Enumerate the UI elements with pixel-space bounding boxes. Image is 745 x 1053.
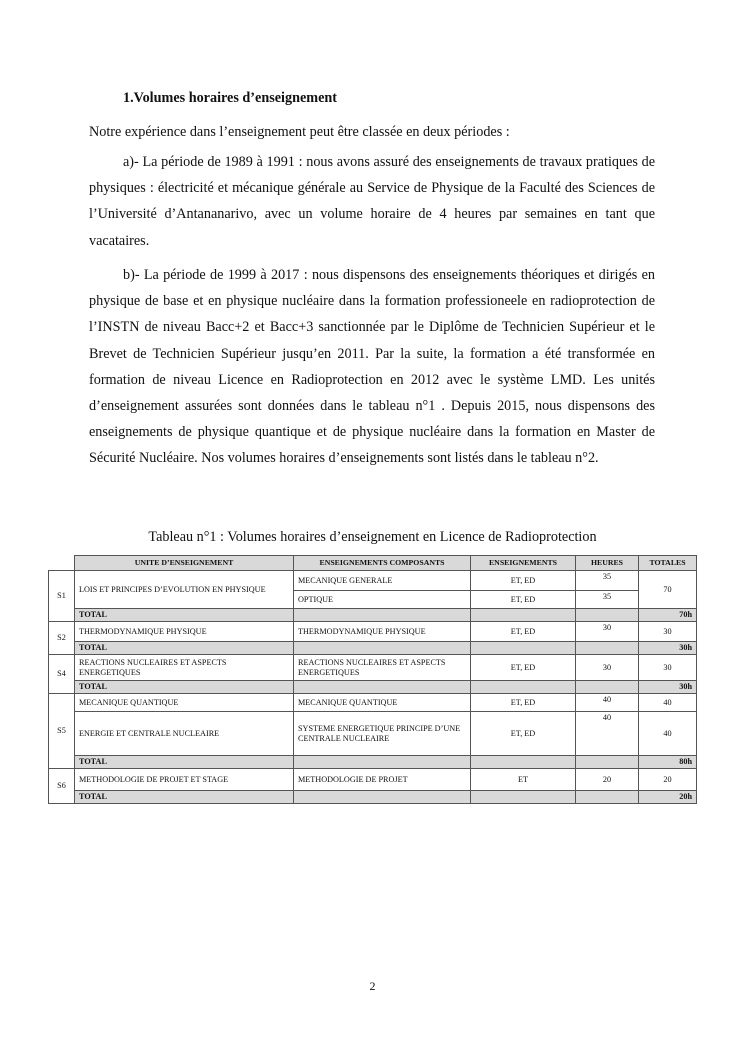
teaching-type-cell: ET, ED — [471, 694, 576, 712]
total-empty — [576, 791, 639, 804]
page-number: 2 — [369, 979, 376, 993]
hours-cell: 35 — [576, 571, 639, 591]
totales-cell: 20 — [639, 769, 697, 791]
total-label: TOTAL — [75, 642, 294, 655]
totales-cell: 70 — [639, 571, 697, 609]
total-row — [49, 791, 697, 804]
total-empty — [294, 791, 471, 804]
teaching-type-cell: ET, ED — [471, 712, 576, 756]
total-empty — [294, 756, 471, 769]
header-heures: HEURES — [576, 556, 639, 571]
component-cell: MECANIQUE GENERALE — [294, 571, 471, 591]
component-cell: MECANIQUE QUANTIQUE — [294, 694, 471, 712]
total-empty — [576, 681, 639, 694]
total-value: 80h — [639, 756, 697, 769]
component-cell: REACTIONS NUCLEAIRES ET ASPECTS ENERGETIQUES — [294, 655, 471, 681]
semester-cell: S1 — [49, 571, 75, 622]
ue-cell: MECANIQUE QUANTIQUE — [75, 694, 294, 712]
total-empty — [294, 609, 471, 622]
total-row — [49, 642, 697, 655]
totales-cell: 40 — [639, 712, 697, 756]
semester-cell: S2 — [49, 622, 75, 655]
total-label: TOTAL — [75, 681, 294, 694]
teaching-type-cell: ET, ED — [471, 571, 576, 591]
table-row — [49, 655, 697, 681]
total-value: 20h — [639, 791, 697, 804]
hours-cell: 40 — [576, 694, 639, 712]
header-totales: TOTALES — [639, 556, 697, 571]
total-empty — [471, 642, 576, 655]
total-empty — [576, 609, 639, 622]
total-value: 30h — [639, 642, 697, 655]
hours-cell: 20 — [576, 769, 639, 791]
total-row — [49, 609, 697, 622]
total-label: TOTAL — [75, 609, 294, 622]
total-row — [49, 681, 697, 694]
total-empty — [471, 756, 576, 769]
total-empty — [471, 681, 576, 694]
semester-cell: S6 — [49, 769, 75, 804]
total-row — [49, 756, 697, 769]
ue-cell: REACTIONS NUCLEAIRES ET ASPECTS ENERGETIQUES — [75, 655, 294, 681]
component-cell: OPTIQUE — [294, 591, 471, 609]
table-row — [49, 571, 697, 591]
table-row — [49, 712, 697, 756]
hours-table — [48, 555, 697, 804]
header-blank — [49, 556, 75, 571]
intro-paragraph: Notre expérience dans l’enseignement peut être classée en deux périodes : — [89, 124, 510, 140]
table-row — [49, 622, 697, 642]
hours-cell: 35 — [576, 591, 639, 609]
total-label: TOTAL — [75, 791, 294, 804]
table-row — [49, 694, 697, 712]
totales-cell: 40 — [639, 694, 697, 712]
paragraph-a: a)- La période de 1989 à 1991 : nous avons assuré des enseignements de travaux pratiques de physiques : électricité et mécanique générale au Service de Physique de la Faculté des Sciences de l’Université d’Antananarivo, avec un volume horaire de 4 heures par semaines en tant que vacataires. — [89, 154, 655, 249]
total-value: 30h — [639, 681, 697, 694]
header-composants: ENSEIGNEMENTS COMPOSANTS — [294, 556, 471, 571]
total-empty — [294, 681, 471, 694]
total-empty — [576, 642, 639, 655]
total-empty — [294, 642, 471, 655]
component-cell: METHODOLOGIE DE PROJET — [294, 769, 471, 791]
semester-cell: S4 — [49, 655, 75, 694]
component-cell: THERMODYNAMIQUE PHYSIQUE — [294, 622, 471, 642]
table-row — [49, 769, 697, 791]
hours-cell: 30 — [576, 655, 639, 681]
header-ue: UNITE D’ENSEIGNEMENT — [75, 556, 294, 571]
teaching-type-cell: ET — [471, 769, 576, 791]
component-cell: SYSTEME ENERGETIQUE PRINCIPE D’UNE CENTRALE NUCLEAIRE — [294, 712, 471, 756]
totales-cell: 30 — [639, 655, 697, 681]
paragraph-b: b)- La période de 1999 à 2017 : nous dispensons des enseignements théoriques et dirigés en physique de base et en physique nucléaire dans la formation professioneele en radioprotection de l’INSTN de niveau Bacc+2 et Bacc+3 sanctionnée par le Diplôme de Technicien Supérieur et le Brevet de Technicien Supérieur jusqu’en 2011. Par la suite, la formation a été transformée en formation de niveau Licence en Radioprotection en 2012 avec le système LMD. Les unités d’enseignement assurées sont données dans le tableau n°1 . Depuis 2015, nous dispensons des enseignements de physique quantique et de physique nucléaire dans la formation en Master de Sécurité Nucléaire. Nos volumes horaires d’enseignements sont listés dans le tableau n°2. — [89, 267, 655, 467]
total-value: 70h — [639, 609, 697, 622]
total-empty — [576, 756, 639, 769]
ue-cell: ENERGIE ET CENTRALE NUCLEAIRE — [75, 712, 294, 756]
hours-cell: 40 — [576, 712, 639, 756]
total-label: TOTAL — [75, 756, 294, 769]
teaching-type-cell: ET, ED — [471, 591, 576, 609]
teaching-type-cell: ET, ED — [471, 622, 576, 642]
table-header-row — [49, 556, 697, 571]
header-enseignements: ENSEIGNEMENTS — [471, 556, 576, 571]
table-caption: Tableau n°1 : Volumes horaires d’enseignement en Licence de Radioprotection — [148, 529, 597, 545]
teaching-type-cell: ET, ED — [471, 655, 576, 681]
total-empty — [471, 791, 576, 804]
hours-cell: 30 — [576, 622, 639, 642]
ue-cell: LOIS ET PRINCIPES D’EVOLUTION EN PHYSIQUE — [75, 571, 294, 609]
ue-cell: THERMODYNAMIQUE PHYSIQUE — [75, 622, 294, 642]
totales-cell: 30 — [639, 622, 697, 642]
section-heading: 1.Volumes horaires d’enseignement — [123, 90, 337, 106]
semester-cell: S5 — [49, 694, 75, 769]
ue-cell: METHODOLOGIE DE PROJET ET STAGE — [75, 769, 294, 791]
total-empty — [471, 609, 576, 622]
